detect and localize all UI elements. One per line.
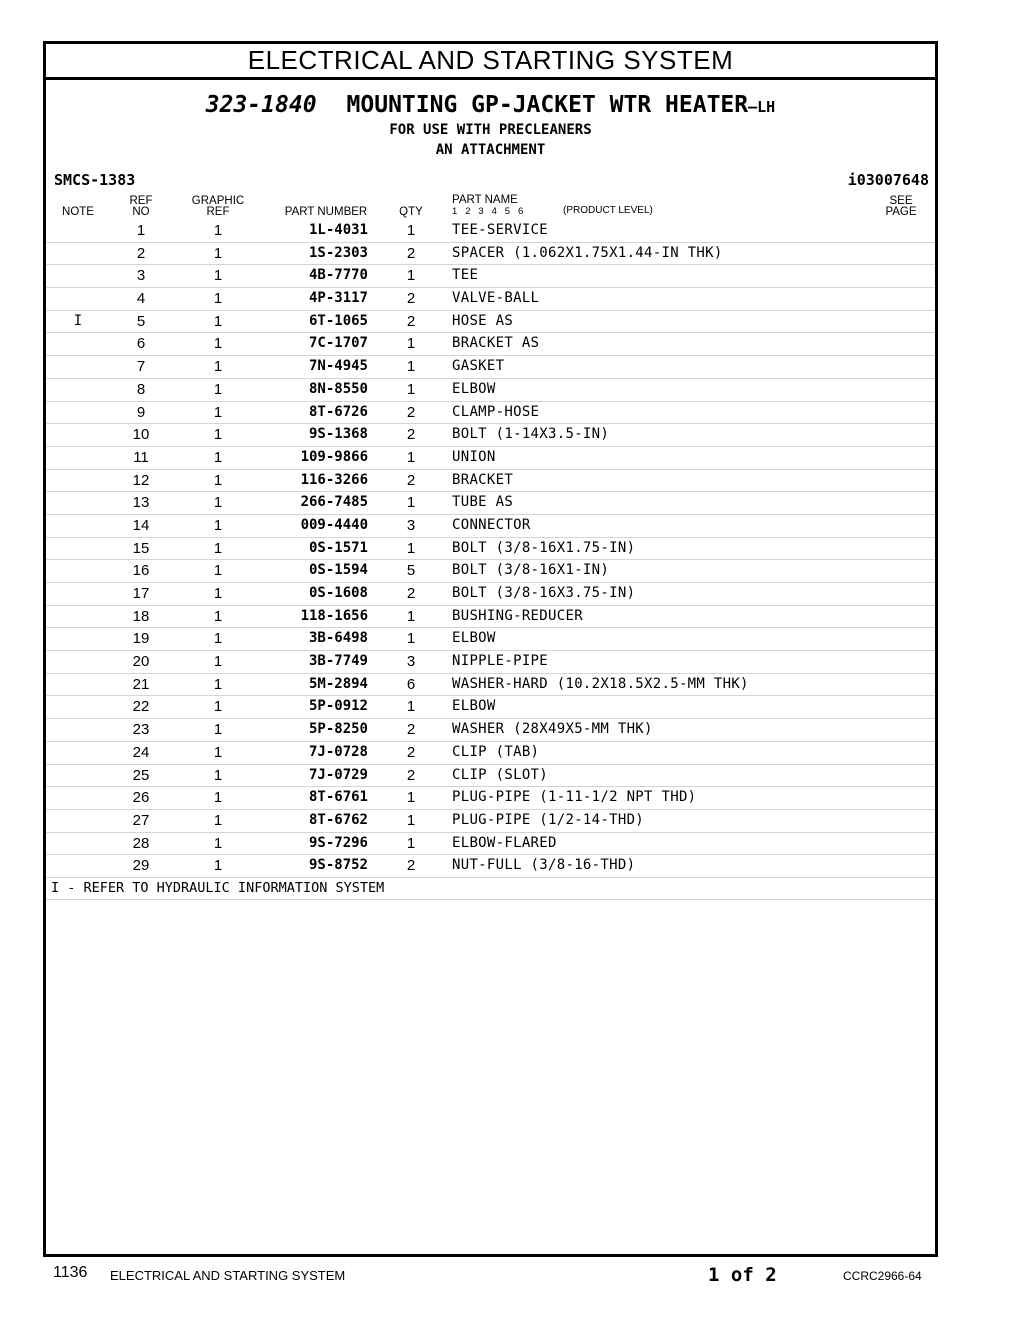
ref-number-cell: 19	[132, 630, 150, 648]
part-name-cell: CLIP (SLOT)	[452, 766, 549, 783]
header-gref-1: GRAPHIC	[191, 195, 245, 207]
graphic-ref-cell: 1	[213, 585, 223, 602]
graphic-ref-cell: 1	[213, 494, 223, 512]
graphic-ref-cell: 1	[213, 607, 223, 625]
quantity-cell: 1	[406, 834, 416, 852]
footnote: I - REFER TO HYDRAULIC INFORMATION SYSTEM	[46, 878, 935, 900]
part-number-cell: 5P-8250	[308, 721, 368, 738]
graphic-ref-cell: 1	[213, 267, 223, 285]
section-title: ELECTRICAL AND STARTING SYSTEM	[46, 44, 935, 80]
quantity-cell: 2	[406, 857, 416, 875]
graphic-ref-cell: 1	[213, 358, 223, 376]
table-row	[46, 311, 935, 334]
part-name-cell: CLIP (TAB)	[452, 743, 540, 760]
table-row	[46, 560, 935, 583]
ref-number-cell: 27	[132, 811, 150, 829]
quantity-cell: 1	[406, 335, 416, 353]
document-id: i03007648	[847, 171, 929, 189]
ref-number-cell: 2	[136, 244, 146, 262]
ref-number-cell: 15	[132, 539, 150, 557]
graphic-ref-cell: 1	[213, 426, 223, 444]
graphic-ref-cell: 1	[213, 766, 223, 784]
part-name-cell: ELBOW	[452, 698, 496, 715]
quantity-cell: 1	[406, 380, 416, 398]
part-number-cell: 7N-4945	[308, 358, 368, 375]
quantity-cell: 1	[406, 630, 416, 648]
table-row	[46, 765, 935, 788]
footer-title: ELECTRICAL AND STARTING SYSTEM	[110, 1268, 346, 1283]
graphic-ref-cell: 1	[213, 743, 223, 761]
group-suffix: —LH	[748, 98, 776, 116]
part-number-cell: 5M-2894	[308, 675, 368, 692]
table-row	[46, 538, 935, 561]
part-name-cell: TUBE AS	[452, 494, 514, 511]
footer-page-number: 1136	[53, 1264, 88, 1281]
ref-number-cell: 5	[136, 312, 146, 330]
ref-number-cell: 4	[136, 290, 146, 308]
part-name-cell: CLAMP-HOSE	[452, 403, 540, 420]
part-name-cell: BRACKET AS	[452, 335, 540, 352]
quantity-cell: 1	[406, 607, 416, 625]
smcs-code: SMCS-1383	[54, 171, 136, 189]
ref-number-cell: 8	[136, 380, 146, 398]
part-number-cell: 109-9866	[300, 448, 368, 465]
quantity-cell: 6	[406, 675, 416, 693]
part-number-cell: 9S-8752	[308, 857, 368, 874]
column-header	[46, 192, 935, 220]
graphic-ref-cell: 1	[213, 789, 223, 807]
header-ref-1: REF	[129, 195, 153, 207]
group-subtitle-2: AN ATTACHMENT	[435, 142, 546, 158]
part-name-cell: SPACER (1.062X1.75X1.44-IN THK)	[452, 244, 723, 261]
part-name-cell: ELBOW	[452, 380, 496, 397]
graphic-ref-cell: 1	[213, 448, 223, 466]
header-part-number: PART NUMBER	[284, 206, 368, 218]
table-row	[46, 787, 935, 810]
part-number-cell: 5P-0912	[308, 698, 368, 715]
quantity-cell: 2	[406, 766, 416, 784]
part-number-cell: 7J-0728	[308, 743, 368, 760]
part-number-cell: 116-3266	[300, 471, 368, 488]
table-row	[46, 447, 935, 470]
ref-number-cell: 6	[136, 335, 146, 353]
part-name-cell: BRACKET	[452, 471, 514, 488]
part-name-cell: ELBOW	[452, 630, 496, 647]
part-number-cell: 0S-1571	[308, 539, 368, 556]
ref-number-cell: 24	[132, 743, 150, 761]
note-cell: I	[73, 312, 83, 329]
quantity-cell: 1	[406, 222, 416, 239]
table-row	[46, 220, 935, 243]
table-row	[46, 606, 935, 629]
part-number-cell: 009-4440	[300, 516, 368, 533]
table-row	[46, 515, 935, 538]
part-name-cell: NIPPLE-PIPE	[452, 653, 549, 670]
part-number-cell: 3B-6498	[308, 630, 368, 647]
part-number-cell: 0S-1608	[308, 585, 368, 601]
part-name-cell: GASKET	[452, 358, 505, 375]
header-product-level: (PRODUCT LEVEL)	[563, 205, 653, 216]
graphic-ref-cell: 1	[213, 403, 223, 421]
quantity-cell: 1	[406, 448, 416, 466]
group-title	[46, 92, 935, 120]
header-see-1: SEE	[889, 195, 913, 207]
part-number-cell: 6T-1065	[308, 312, 368, 329]
part-number-cell: 8N-8550	[308, 380, 368, 397]
part-number-cell: 3B-7749	[308, 653, 368, 670]
table-row	[46, 470, 935, 493]
header-see-2: PAGE	[885, 206, 917, 218]
graphic-ref-cell: 1	[213, 857, 223, 875]
part-name-cell: HOSE AS	[452, 312, 514, 329]
table-row	[46, 492, 935, 515]
table-row	[46, 855, 935, 878]
part-number-cell: 266-7485	[300, 494, 368, 511]
part-number-cell: 9S-7296	[308, 834, 368, 851]
ref-number-cell: 29	[132, 857, 150, 875]
part-name-cell: WASHER-HARD (10.2X18.5X2.5-MM THK)	[452, 675, 749, 692]
part-number-cell: 9S-1368	[308, 426, 368, 443]
graphic-ref-cell: 1	[213, 380, 223, 398]
quantity-cell: 1	[406, 698, 416, 716]
table-row	[46, 288, 935, 311]
part-name-cell: NUT-FULL (3/8-16-THD)	[452, 857, 636, 874]
quantity-cell: 1	[406, 494, 416, 512]
table-row	[46, 696, 935, 719]
ref-number-cell: 23	[132, 721, 150, 739]
table-row	[46, 719, 935, 742]
table-row	[46, 356, 935, 379]
table-row	[46, 742, 935, 765]
group-name: MOUNTING GP-JACKET WTR HEATER	[346, 92, 749, 118]
group-subtitle-1: FOR USE WITH PRECLEANERS	[389, 122, 592, 138]
part-number-cell: 4P-3117	[308, 290, 368, 307]
quantity-cell: 3	[406, 653, 416, 671]
ref-number-cell: 16	[132, 562, 150, 580]
part-name-cell: BOLT (3/8-16X3.75-IN)	[452, 585, 636, 601]
table-row	[46, 810, 935, 833]
quantity-cell: 2	[406, 585, 416, 602]
part-name-cell: PLUG-PIPE (1-11-1/2 NPT THD)	[452, 789, 697, 806]
page-footer	[0, 1262, 1020, 1292]
quantity-cell: 1	[406, 358, 416, 376]
graphic-ref-cell: 1	[213, 811, 223, 829]
part-number-cell: 0S-1594	[308, 562, 368, 579]
table-row	[46, 333, 935, 356]
quantity-cell: 1	[406, 539, 416, 557]
header-note: NOTE	[62, 206, 94, 218]
ref-number-cell: 13	[132, 494, 150, 512]
header-part-name: PART NAME	[452, 194, 518, 206]
quantity-cell: 3	[406, 516, 416, 534]
ref-number-cell: 25	[132, 766, 150, 784]
part-name-cell: BOLT (3/8-16X1-IN)	[452, 562, 610, 579]
ref-number-cell: 7	[136, 358, 146, 376]
footer-code: CCRC2966-64	[843, 1269, 922, 1283]
graphic-ref-cell: 1	[213, 630, 223, 648]
graphic-ref-cell: 1	[213, 562, 223, 580]
part-name-cell: CONNECTOR	[452, 516, 531, 533]
part-name-cell: BUSHING-REDUCER	[452, 607, 583, 624]
ref-number-cell: 14	[132, 516, 150, 534]
header-ref-2: NO	[132, 206, 150, 218]
ref-number-cell: 21	[132, 675, 150, 693]
table-row	[46, 265, 935, 288]
graphic-ref-cell: 1	[213, 721, 223, 739]
part-number-cell: 1S-2303	[308, 244, 368, 261]
ref-number-cell: 3	[136, 267, 146, 285]
graphic-ref-cell: 1	[213, 222, 223, 239]
quantity-cell: 1	[406, 789, 416, 807]
part-number-cell: 7J-0729	[308, 766, 368, 783]
table-row	[46, 379, 935, 402]
header-qty: QTY	[399, 206, 423, 218]
part-name-cell: PLUG-PIPE (1/2-14-THD)	[452, 811, 645, 828]
quantity-cell: 2	[406, 403, 416, 421]
ref-number-cell: 18	[132, 607, 150, 625]
part-number-cell: 4B-7770	[308, 267, 368, 284]
part-number-cell: 118-1656	[300, 607, 368, 624]
graphic-ref-cell: 1	[213, 290, 223, 308]
part-name-cell: TEE-SERVICE	[452, 222, 549, 238]
part-name-cell: UNION	[452, 448, 496, 465]
part-name-cell: ELBOW-FLARED	[452, 834, 557, 851]
quantity-cell: 2	[406, 290, 416, 308]
ref-number-cell: 12	[132, 471, 150, 489]
ref-number-cell: 26	[132, 789, 150, 807]
header-levels: 1 2 3 4 5 6	[452, 206, 524, 217]
group-number: 323-1840	[205, 92, 317, 118]
quantity-cell: 2	[406, 721, 416, 739]
graphic-ref-cell: 1	[213, 653, 223, 671]
part-name-cell: BOLT (1-14X3.5-IN)	[452, 426, 610, 443]
table-row	[46, 583, 935, 606]
part-name-cell: VALVE-BALL	[452, 290, 540, 307]
graphic-ref-cell: 1	[213, 539, 223, 557]
graphic-ref-cell: 1	[213, 698, 223, 716]
quantity-cell: 1	[406, 811, 416, 829]
ref-number-cell: 22	[132, 698, 150, 716]
quantity-cell: 2	[406, 743, 416, 761]
graphic-ref-cell: 1	[213, 675, 223, 693]
part-number-cell: 8T-6761	[308, 789, 368, 806]
graphic-ref-cell: 1	[213, 471, 223, 489]
quantity-cell: 2	[406, 244, 416, 262]
graphic-ref-cell: 1	[213, 335, 223, 353]
ref-number-cell: 28	[132, 834, 150, 852]
table-row	[46, 243, 935, 266]
ref-number-cell: 10	[132, 426, 150, 444]
part-number-cell: 8T-6726	[308, 403, 368, 420]
ref-number-cell: 11	[133, 448, 149, 466]
quantity-cell: 1	[406, 267, 416, 285]
part-number-cell: 7C-1707	[308, 335, 368, 352]
quantity-cell: 2	[406, 426, 416, 444]
ref-number-cell: 20	[132, 653, 150, 671]
ref-number-cell: 9	[136, 403, 146, 421]
header-gref-2: REF	[206, 206, 230, 218]
quantity-cell: 2	[406, 312, 416, 330]
quantity-cell: 5	[406, 562, 416, 580]
ref-number-cell: 1	[136, 222, 146, 239]
part-number-cell: 1L-4031	[308, 222, 368, 238]
table-row	[46, 424, 935, 447]
parts-table	[46, 220, 935, 878]
ref-number-cell: 17	[132, 585, 150, 602]
footer-page-count: 1 of 2	[708, 1264, 777, 1286]
graphic-ref-cell: 1	[213, 834, 223, 852]
graphic-ref-cell: 1	[213, 312, 223, 330]
quantity-cell: 2	[406, 471, 416, 489]
table-row	[46, 651, 935, 674]
part-number-cell: 8T-6762	[308, 811, 368, 828]
part-name-cell: TEE	[452, 267, 479, 284]
table-row	[46, 402, 935, 425]
part-name-cell: BOLT (3/8-16X1.75-IN)	[452, 539, 636, 556]
meta-row	[46, 170, 935, 190]
part-name-cell: WASHER (28X49X5-MM THK)	[452, 721, 653, 738]
page-frame	[43, 41, 938, 1257]
graphic-ref-cell: 1	[213, 244, 223, 262]
graphic-ref-cell: 1	[213, 516, 223, 534]
table-row	[46, 674, 935, 697]
table-row	[46, 833, 935, 856]
table-row	[46, 628, 935, 651]
